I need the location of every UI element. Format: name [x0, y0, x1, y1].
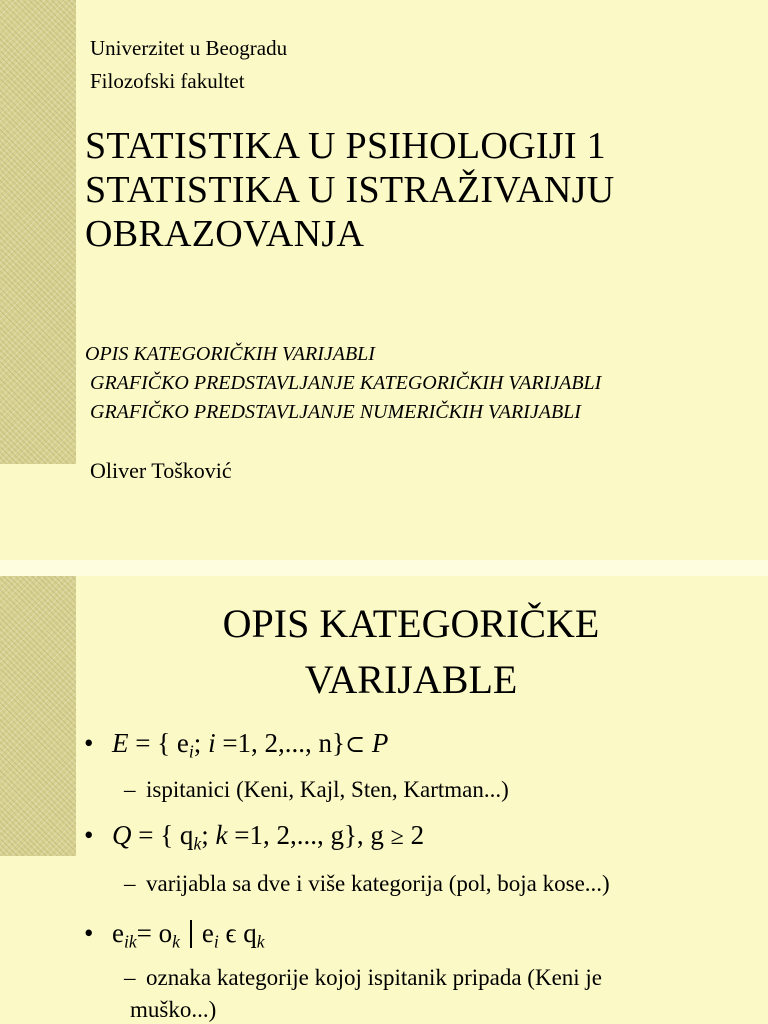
dash-icon: – — [124, 965, 136, 990]
course-title — [85, 124, 614, 256]
formula-text: = { q — [131, 820, 194, 850]
bullet-population — [84, 728, 388, 762]
bullet-dot-icon: • — [84, 918, 94, 948]
formula-text: ; — [201, 820, 216, 850]
university-name: Univerzitet u Beogradu — [90, 36, 288, 60]
decorative-side-stripe — [0, 0, 76, 464]
content-slide — [0, 576, 768, 1024]
formula-text: = o — [136, 918, 173, 948]
formula-subscript: i — [188, 741, 194, 762]
sub-bullet — [124, 868, 610, 900]
formula-subscript: k — [256, 931, 265, 952]
formula-symbol: i — [208, 728, 216, 758]
formula-text: =1, 2,..., n} — [215, 728, 346, 758]
bullet-variable — [84, 820, 424, 854]
formula-subscript: k — [193, 833, 202, 854]
bullet-dot-icon: • — [84, 820, 94, 850]
author-name: Oliver Tošković — [90, 458, 232, 483]
formula-symbol: k — [215, 820, 228, 850]
formula-subscript: ik — [123, 931, 137, 952]
formula-symbol: P — [365, 728, 389, 758]
formula-text: =1, 2,..., g}, g — [227, 820, 391, 850]
bullet-category — [84, 918, 264, 952]
formula-text: e — [112, 918, 124, 948]
sub-bullet-text: varijabla sa dve i više kategorija (pol, boja kose...) — [146, 871, 610, 896]
faculty-name: Filozofski fakultet — [90, 69, 245, 93]
sub-bullet-text: oznaka kategorije kojoj ispitanik pripada (Keni je — [146, 965, 603, 990]
subset-symbol: ⊂ — [345, 732, 366, 758]
geq-symbol: ≥ — [390, 824, 404, 850]
formula-text: e — [201, 918, 214, 948]
slide-title — [140, 596, 682, 708]
sub-bullet — [124, 774, 509, 806]
sub-bullet — [124, 962, 602, 1024]
topic-item: GRAFIČKO PREDSTAVLJANJE NUMERIČKIH VARIJABLI — [90, 401, 581, 423]
topic-item: GRAFIČKO PREDSTAVLJANJE KATEGORIČKIH VARIJABLI — [90, 372, 602, 394]
decorative-side-stripe — [0, 576, 76, 856]
course-title-line: STATISTIKA U PSIHOLOGIJI 1 — [85, 125, 606, 167]
formula-subscript: k — [172, 931, 180, 952]
formula-text: 2 — [403, 820, 425, 850]
bullet-dot-icon: • — [84, 728, 94, 758]
sub-bullet-text: ispitanici (Keni, Kajl, Sten, Kartman...) — [146, 777, 509, 802]
formula-symbol: Q — [112, 820, 132, 850]
dash-icon: – — [124, 777, 136, 802]
formula-symbol: E — [112, 728, 129, 758]
institution-block — [90, 32, 287, 98]
course-title-line: OBRAZOVANJA — [85, 213, 365, 255]
formula-subscript: i — [213, 931, 219, 952]
dash-icon: – — [124, 871, 136, 896]
slide-title-line: VARIJABLE — [304, 657, 518, 702]
slide-separator — [0, 560, 768, 576]
formula-text: ϵ q — [218, 918, 257, 948]
topic-list — [85, 340, 601, 427]
sub-bullet-text: muško...) — [130, 997, 217, 1022]
formula-text: ; — [193, 728, 209, 758]
topic-item: OPIS KATEGORIČKIH VARIJABLI — [85, 343, 375, 365]
slide-title-line: OPIS KATEGORIČKE — [222, 601, 600, 646]
divider-bar — [190, 920, 192, 948]
formula-text: = { e — [128, 728, 189, 758]
course-title-line: STATISTIKA U ISTRAŽIVANJU — [85, 169, 615, 211]
